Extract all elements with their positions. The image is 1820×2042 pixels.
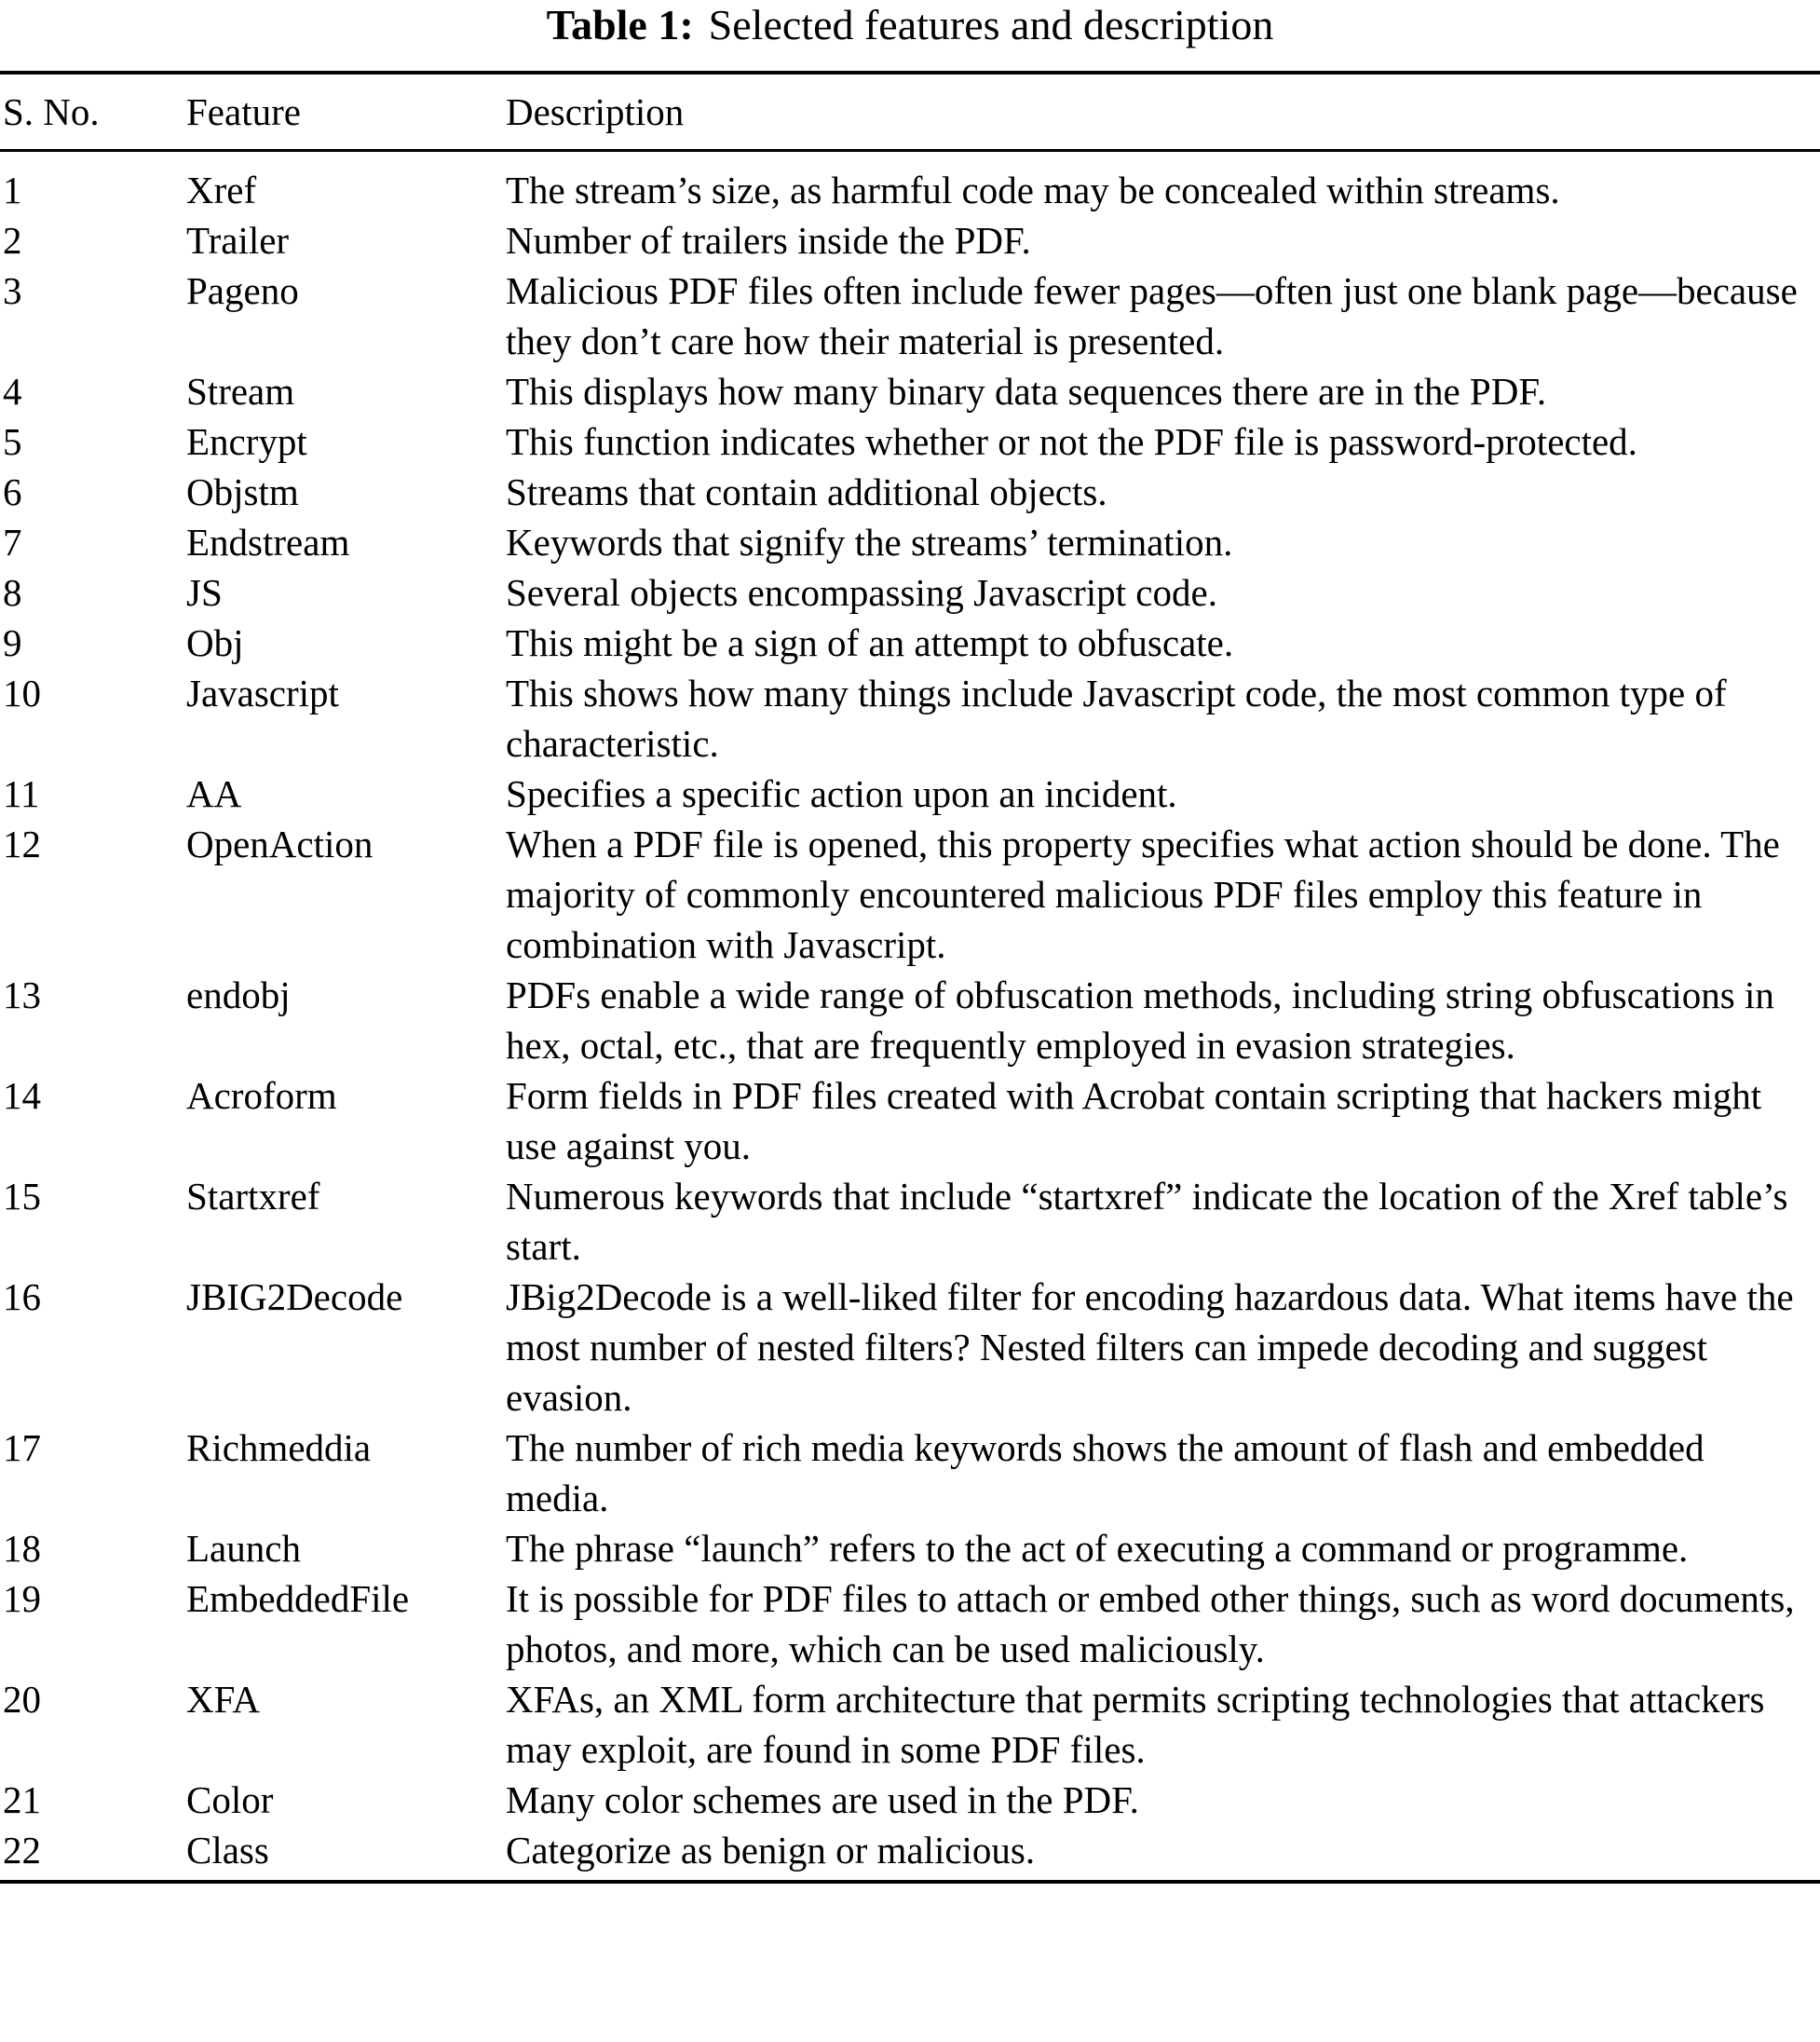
table-row — [0, 567, 1820, 618]
table-row — [0, 467, 1820, 517]
feature-cell: Encrypt — [186, 420, 307, 463]
table-row — [0, 151, 1820, 216]
description-cell: JBig2Decode is a well-liked filter for encoding hazardous data. What items have the most number of nested filters? Nested filters can impede decoding and suggest evasion. — [506, 1275, 1794, 1419]
description-cell: Keywords that signify the streams’ termination. — [506, 521, 1233, 564]
feature-cell: Trailer — [186, 219, 290, 262]
table-row — [0, 215, 1820, 265]
sno-cell: 9 — [3, 621, 22, 664]
feature-cell: AA — [186, 772, 242, 815]
description-cell: This displays how many binary data sequences there are in the PDF. — [506, 370, 1547, 413]
description-cell: Numerous keywords that include “startxref” indicate the location of the Xref table’s start. — [506, 1175, 1788, 1268]
column-header-sno: S. No. — [0, 73, 186, 151]
table-row — [0, 265, 1820, 366]
feature-cell: Color — [186, 1778, 274, 1821]
table-row — [0, 1070, 1820, 1171]
feature-cell: Acroform — [186, 1074, 337, 1117]
description-cell: Categorize as benign or malicious. — [506, 1829, 1036, 1872]
sno-cell: 4 — [3, 370, 22, 413]
column-header-feature: Feature — [186, 73, 506, 151]
header-row — [0, 73, 1820, 151]
table-row — [0, 366, 1820, 416]
sno-cell: 21 — [3, 1778, 41, 1821]
sno-cell: 20 — [3, 1678, 41, 1721]
sno-cell: 3 — [3, 269, 22, 312]
description-cell: Malicious PDF files often include fewer pages—often just one blank page—because they don’t care how their material is presented. — [506, 269, 1798, 362]
description-cell: PDFs enable a wide range of obfuscation methods, including string obfuscations in hex, octal, etc., that are frequently employed in evasion strategies. — [506, 973, 1774, 1067]
description-cell: Form fields in PDF files created with Acrobat contain scripting that hackers might use against you. — [506, 1074, 1762, 1167]
sno-cell: 19 — [3, 1577, 41, 1620]
features-table — [0, 71, 1820, 1884]
feature-cell: EmbeddedFile — [186, 1577, 410, 1620]
feature-cell: Objstm — [186, 470, 299, 513]
feature-cell: Richmeddia — [186, 1426, 372, 1469]
table-row — [0, 1171, 1820, 1272]
table-row — [0, 1423, 1820, 1523]
feature-cell: OpenAction — [186, 823, 374, 865]
sno-cell: 22 — [3, 1829, 41, 1872]
table-row — [0, 416, 1820, 467]
feature-cell: Xref — [186, 169, 257, 211]
table-caption-text: Selected features and description — [708, 1, 1274, 48]
description-cell: The number of rich media keywords shows the amount of flash and embedded media. — [506, 1426, 1705, 1519]
table-row — [0, 1272, 1820, 1423]
sno-cell: 8 — [3, 571, 22, 614]
features-table-body — [0, 151, 1820, 1883]
table-row — [0, 819, 1820, 970]
table-row — [0, 1674, 1820, 1775]
table-row — [0, 517, 1820, 567]
table-row — [0, 1775, 1820, 1825]
description-cell: Many color schemes are used in the PDF. — [506, 1778, 1139, 1821]
feature-cell: endobj — [186, 973, 291, 1016]
table-row — [0, 668, 1820, 769]
sno-cell: 10 — [3, 672, 41, 715]
feature-cell: Endstream — [186, 521, 350, 564]
table-row — [0, 1825, 1820, 1882]
feature-cell: Obj — [186, 621, 244, 664]
feature-cell: Javascript — [186, 672, 339, 715]
description-cell: XFAs, an XML form architecture that permits scripting technologies that attackers may exploit, are found in some PDF files. — [506, 1678, 1765, 1771]
description-cell: This function indicates whether or not the PDF file is password-protected. — [506, 420, 1637, 463]
description-cell: This shows how many things include Javascript code, the most common type of characteristic. — [506, 672, 1727, 765]
feature-cell: Stream — [186, 370, 295, 413]
sno-cell: 14 — [3, 1074, 41, 1117]
sno-cell: 5 — [3, 420, 22, 463]
description-cell: Specifies a specific action upon an incident. — [506, 772, 1177, 815]
feature-cell: Launch — [186, 1527, 301, 1570]
sno-cell: 12 — [3, 823, 41, 865]
sno-cell: 15 — [3, 1175, 41, 1218]
table-row — [0, 970, 1820, 1070]
sno-cell: 18 — [3, 1527, 41, 1570]
description-cell: Number of trailers inside the PDF. — [506, 219, 1031, 262]
description-cell: Streams that contain additional objects. — [506, 470, 1107, 513]
table-row — [0, 769, 1820, 819]
feature-cell: Startxref — [186, 1175, 320, 1218]
description-cell: When a PDF file is opened, this property specifies what action should be done. The majority of commonly encountered malicious PDF files employ this feature in combination with Javascript. — [506, 823, 1780, 966]
table-row — [0, 1573, 1820, 1674]
feature-cell: JBIG2Decode — [186, 1275, 403, 1318]
feature-cell: Pageno — [186, 269, 299, 312]
sno-cell: 6 — [3, 470, 22, 513]
sno-cell: 11 — [3, 772, 40, 815]
sno-cell: 1 — [3, 169, 22, 211]
feature-cell: JS — [186, 571, 223, 614]
features-table-header — [0, 73, 1820, 151]
description-cell: It is possible for PDF files to attach or embed other things, such as word documents, photos, and more, which can be used maliciously. — [506, 1577, 1795, 1670]
description-cell: Several objects encompassing Javascript code. — [506, 571, 1217, 614]
table-caption — [0, 0, 1820, 71]
feature-cell: Class — [186, 1829, 269, 1872]
description-cell: The stream’s size, as harmful code may be concealed within streams. — [506, 169, 1560, 211]
description-cell: The phrase “launch” refers to the act of executing a command or programme. — [506, 1527, 1689, 1570]
description-cell: This might be a sign of an attempt to obfuscate. — [506, 621, 1234, 664]
sno-cell: 13 — [3, 973, 41, 1016]
sno-cell: 2 — [3, 219, 22, 262]
table-row — [0, 1523, 1820, 1573]
feature-cell: XFA — [186, 1678, 260, 1721]
table-row — [0, 618, 1820, 668]
sno-cell: 7 — [3, 521, 22, 564]
table-caption-label: Table 1: — [546, 1, 694, 48]
sno-cell: 16 — [3, 1275, 41, 1318]
column-header-description: Description — [506, 73, 1820, 151]
sno-cell: 17 — [3, 1426, 41, 1469]
